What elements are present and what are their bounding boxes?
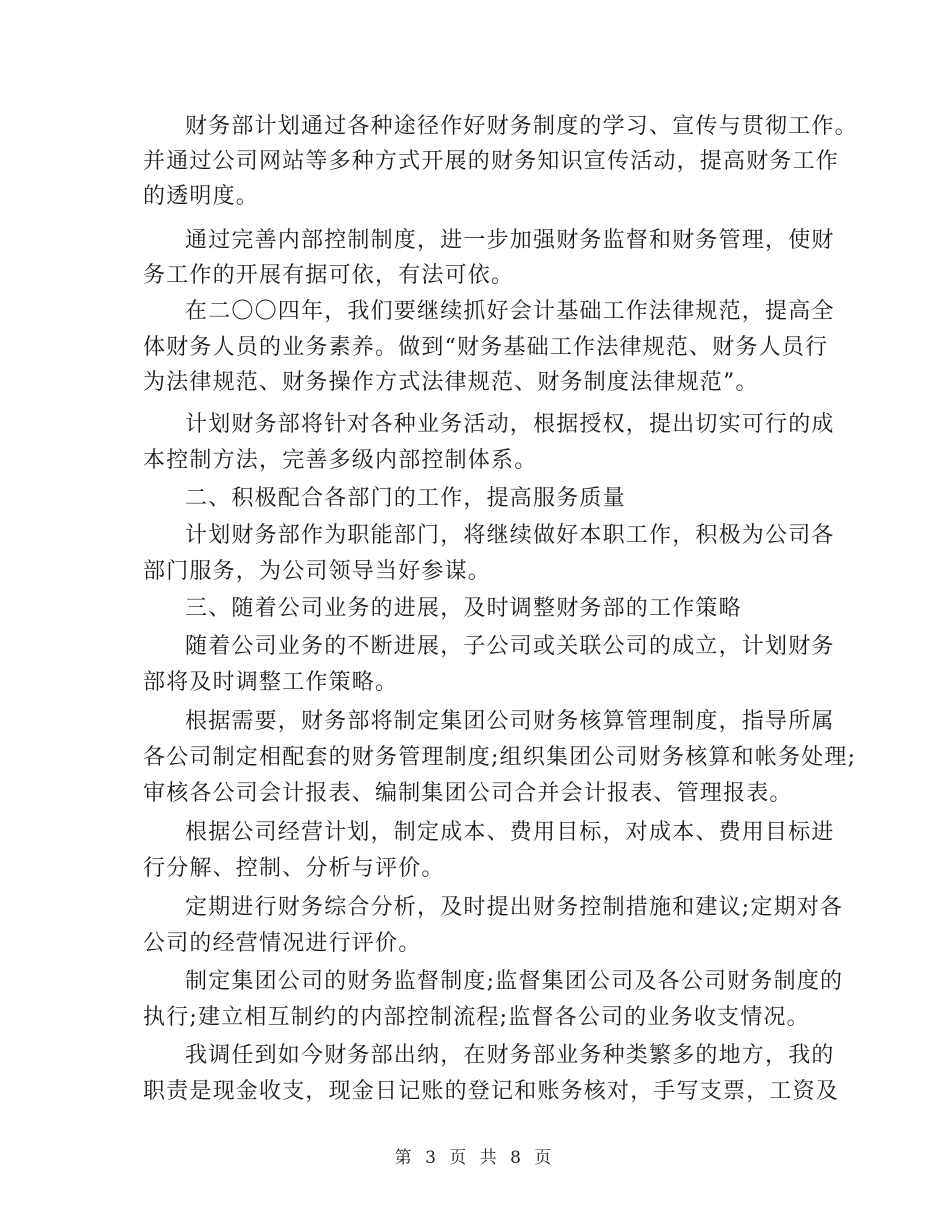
text-line: 为法律规范、财务操作方式法律规范、财务制度法律规范”。	[143, 370, 759, 395]
text-line: 在二〇〇四年，我们要继续抓好会计基础工作法律规范，提高全	[185, 299, 835, 324]
page-number: 第 3 页 共 8 页	[394, 1148, 556, 1168]
text-line: 并通过公司网站等多种方式开展的财务知识宣传活动，提高财务工作	[143, 149, 840, 174]
text-line: 根据公司经营计划，制定成本、费用目标，对成本、费用目标进	[185, 820, 835, 845]
text-line: 公司的经营情况进行评价。	[143, 931, 422, 956]
text-line: 我调任到如今财务部出纳，在财务部业务种类繁多的地方，我的	[185, 1043, 835, 1068]
text-line: 通过完善内部控制制度，进一步加强财务监督和财务管理，使财	[185, 228, 835, 253]
text-line: 计划财务部作为职能部门，将继续做好本职工作，积极为公司各	[185, 523, 835, 548]
text-line: 职责是现金收支，现金日记账的登记和账务核对，手写支票，工资及	[143, 1079, 840, 1104]
text-line: 定期进行财务综合分析，及时提出财务控制措施和建议;定期对各	[185, 895, 844, 920]
text-line: 部将及时调整工作策略。	[143, 670, 399, 695]
text-line: 部门服务，为公司领导当好参谋。	[143, 559, 492, 584]
text-line: 根据需要，财务部将制定集团公司财务核算管理制度，指导所属	[185, 709, 835, 734]
section-heading: 二、积极配合各部门的工作，提高服务质量	[185, 486, 626, 511]
text-line: 行分解、控制、分析与评价。	[143, 856, 445, 881]
text-line: 财务部计划通过各种途径作好财务制度的学习、宣传与贯彻工作。	[185, 114, 858, 139]
text-line: 各公司制定相配套的财务管理制度;组织集团公司财务核算和帐务处理;	[143, 745, 857, 770]
text-line: 审核各公司会计报表、编制集团公司合并会计报表、管理报表。	[143, 781, 793, 806]
text-line: 执行;建立相互制约的内部控制流程;监督各公司的业务收支情况。	[143, 1005, 810, 1030]
text-line: 随着公司业务的不断进展，子公司或关联公司的成立，计划财务	[185, 634, 835, 659]
text-line: 的透明度。	[143, 184, 260, 209]
text-line: 务工作的开展有据可依，有法可依。	[143, 263, 515, 288]
section-heading: 三、随着公司业务的进展，及时调整财务部的工作策略	[185, 596, 742, 621]
text-line: 本控制方法，完善多级内部控制体系。	[143, 448, 538, 473]
text-line: 制定集团公司的财务监督制度;监督集团公司及各公司财务制度的	[185, 969, 844, 994]
text-line: 计划财务部将针对各种业务活动，根据授权，提出切实可行的成	[185, 412, 835, 437]
text-line: 体财务人员的业务素养。做到“财务基础工作法律规范、财务人员行	[143, 335, 829, 360]
